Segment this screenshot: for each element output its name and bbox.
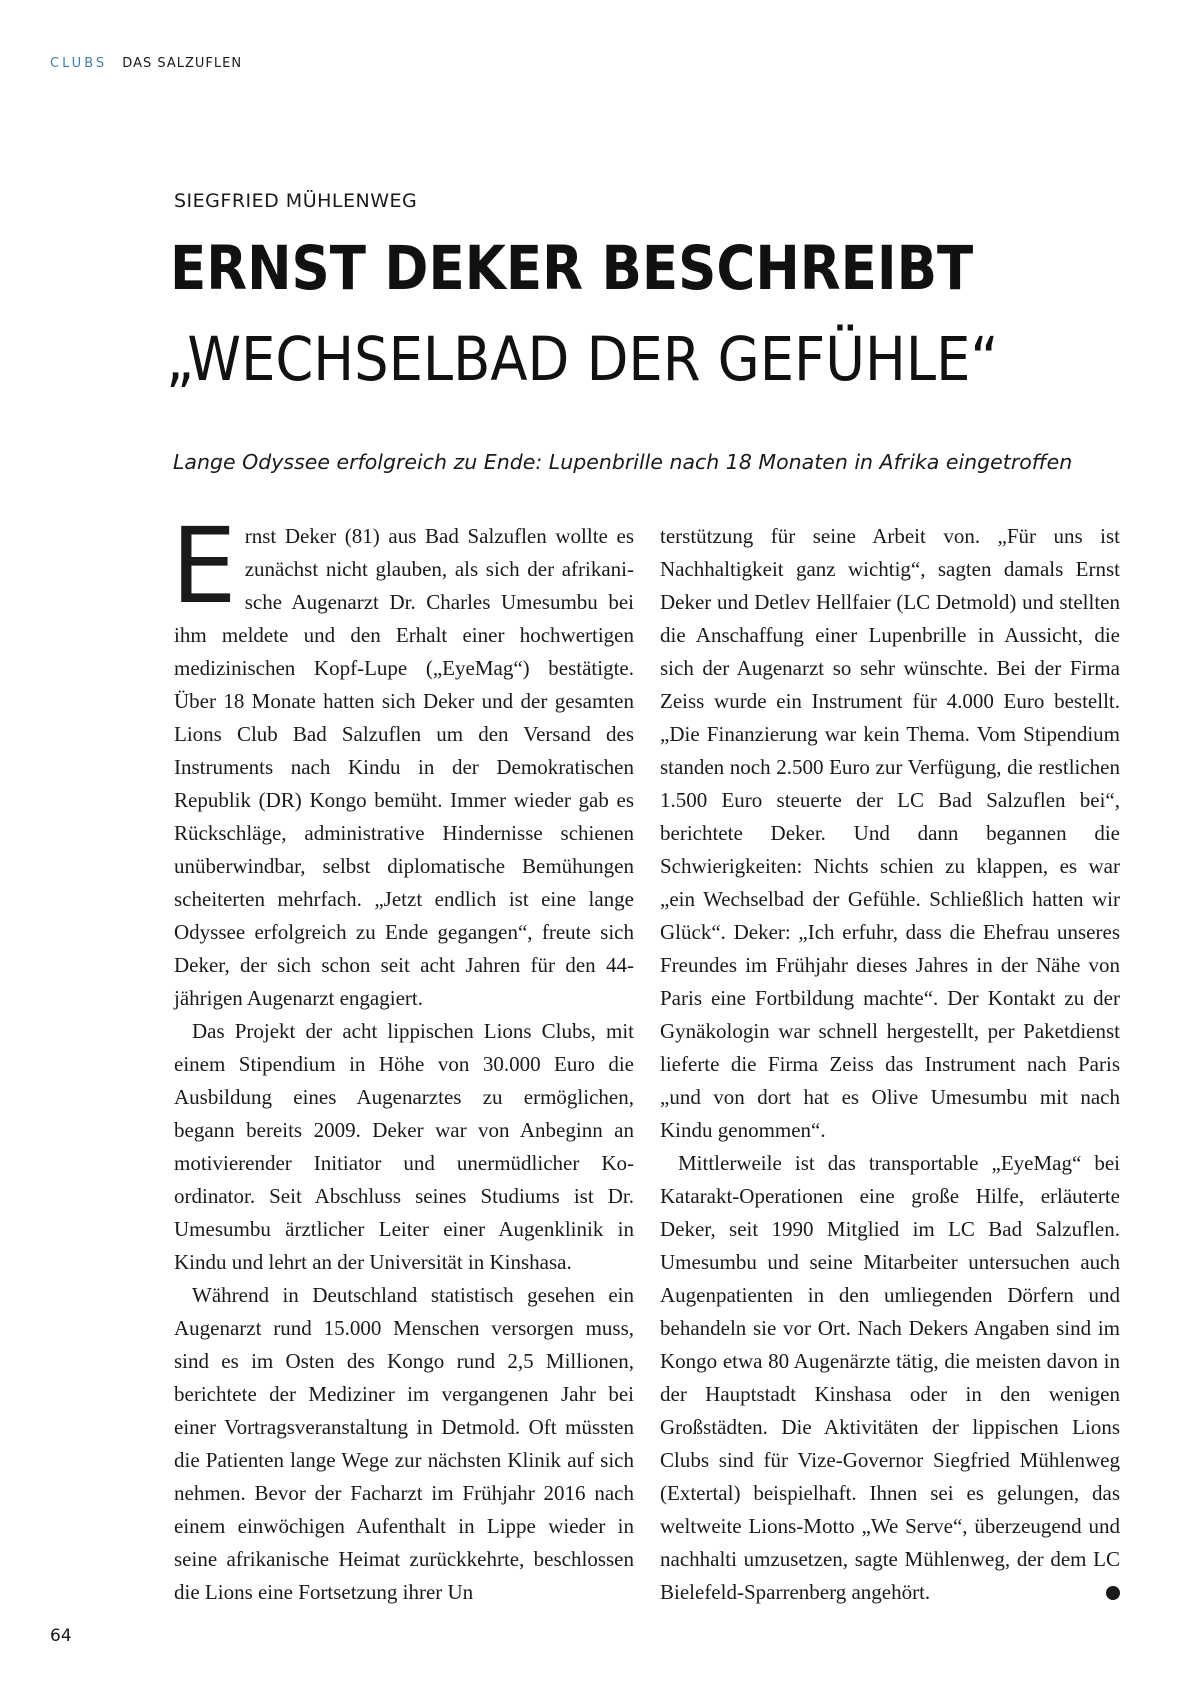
section-label: CLUBS [50,56,108,71]
article-column-right [660,520,1131,1609]
paragraph: Während in Deutschland statistisch gesehen ein Augenarzt rund 15.000 Menschen versorgen muss, sind es im Osten des Kongo rund 2,5 Millionen, berichtete der Mediziner im vergangenen Jahr bei einer Vortragsveranstaltung in Detmold. Oft müssten die Patienten lange Wege zur nächsten Klinik auf sich nehmen. Bevor der Facharzt im Frühjahr 2016 nach einem einwöchigen Aufenthalt in Lippe wieder in seine afrikanische Heimat zurückkehrte, beschlossen die Lions eine Fortsetzung ihrer Un [174,1283,634,1604]
paragraph: Das Projekt der acht lippischen Lions Clubs, mit einem Stipendium in Höhe von 30.000 Euro die Ausbildung eines Augenarztes zu ermöglichen, begann bereits 2009. Deker war von Anbeginn an motivierender Initiator und unermüdlicher Koordinator. Seit Abschluss seines Studiums ist Dr. Umesumbu ärztlicher Leiter einer Augenklinik in Kindu und lehrt an der Universität in Kinshasa. [174,1019,634,1274]
headline-line-1: ERNST DEKER BESCHREIBT [170,233,974,304]
author-name: SIEGFRIED MÜHLENWEG [174,190,418,212]
page-number: 64 [50,1626,72,1646]
paragraph-last [660,1147,1131,1609]
paragraph-text: rnst Deker (81) aus Bad Salzuflen wollte es zunächst nicht glauben, als sich der afrikanische Augenarzt Dr. Charles Umesumbu bei ihm meldete und den Erhalt einer hochwertigen medizinischen Kopf-Lupe („EyeMag“) bestätigte. Über 18 Monate hatten sich Deker und der gesamten Lions Club Bad Salzuflen um den Versand des Instruments nach Kindu in der Demokratischen Republik (DR) Kongo bemüht. Immer wieder gab es Rückschläge, administrative Hindernisse schienen unüberwindbar, selbst diplomatische Bemühungen scheiterten mehrfach. „Jetzt endlich ist eine lange Odyssee erfolgreich zu Ende gegangen“, freute sich Deker, der sich schon seit acht Jahren für den 44-jährigen Augenarzt engagiert. [174,524,634,1010]
article-column-left [171,505,634,1609]
subtitle: Lange Odyssee erfolgreich zu Ende: Lupenbrille nach 18 Monaten in Afrika eingetroffen [173,450,1073,474]
running-head [50,56,242,71]
headline-line-2: „WECHSELBAD DER GEFÜHLE“ [166,324,999,395]
paragraph [171,505,634,1015]
paragraph-text: Mittlerweile ist das transportable „EyeMag“ bei Katarakt-Operationen eine große Hilfe, erläuterte Deker, seit 1990 Mitglied im LC Bad Salzuflen. Umesumbu und seine Mitarbeiter untersuchen auch Augenpatienten in den umliegenden Dörfern und behandeln sie vor Ort. Nach Dekers Angaben sind im Kongo etwa 80 Augenärzte tätig, die meisten davon in der Hauptstadt Kinshasa oder in den wenigen Großstädten. Die Aktivitäten der lippischen Lions Clubs sind für Vize-Governor Siegfried Mühlenweg (Extertal) beispielhaft. Ihnen sei es gelungen, das weltweite Lions-Motto „We Serve“, überzeugend und nachhalti umzusetzen, sagte Mühlenweg, der dem LC Bielefeld-Sparrenberg angehört. [660,1151,1120,1604]
lions-end-mark-icon: L [1106,1586,1120,1600]
drop-cap: E [171,505,237,627]
paragraph: terstützung für seine Arbeit von. „Für uns ist Nachhaltigkeit ganz wichtig“, sagten damals Ernst Deker und Detlev Hellfaier (LC Detmold) und stellten die Anschaffung einer Lupenbrille in Aussicht, die sich der Augenarzt so sehr wünschte. Bei der Firma Zeiss wurde ein Instrument für 4.000 Euro bestellt. „Die Finanzierung war kein Thema. Vom Stipendium standen noch 2.500 Euro zur Verfügung, die restlichen 1.500 Euro steuerte der LC Bad Salzuflen bei“, berichtete Deker. Und dann begannen die Schwierigkeiten: Nichts schien zu klappen, es war „ein Wechselbad der Gefühle. Schließlich hatten wir Glück“. Deker: „Ich erfuhr, dass die Ehefrau unseres Freundes im Frühjahr dieses Jahres in der Nähe von Paris eine Fortbildung machte“. Der Kontakt zu der Gynäkologin war schnell hergestellt, per Paketdienst lieferte die Firma Zeiss das Instrument nach Paris „und von dort hat es Olive Umesumbu mit nach Kindu genommen“. [660,524,1120,1142]
club-label: DAS SALZUFLEN [122,56,243,71]
